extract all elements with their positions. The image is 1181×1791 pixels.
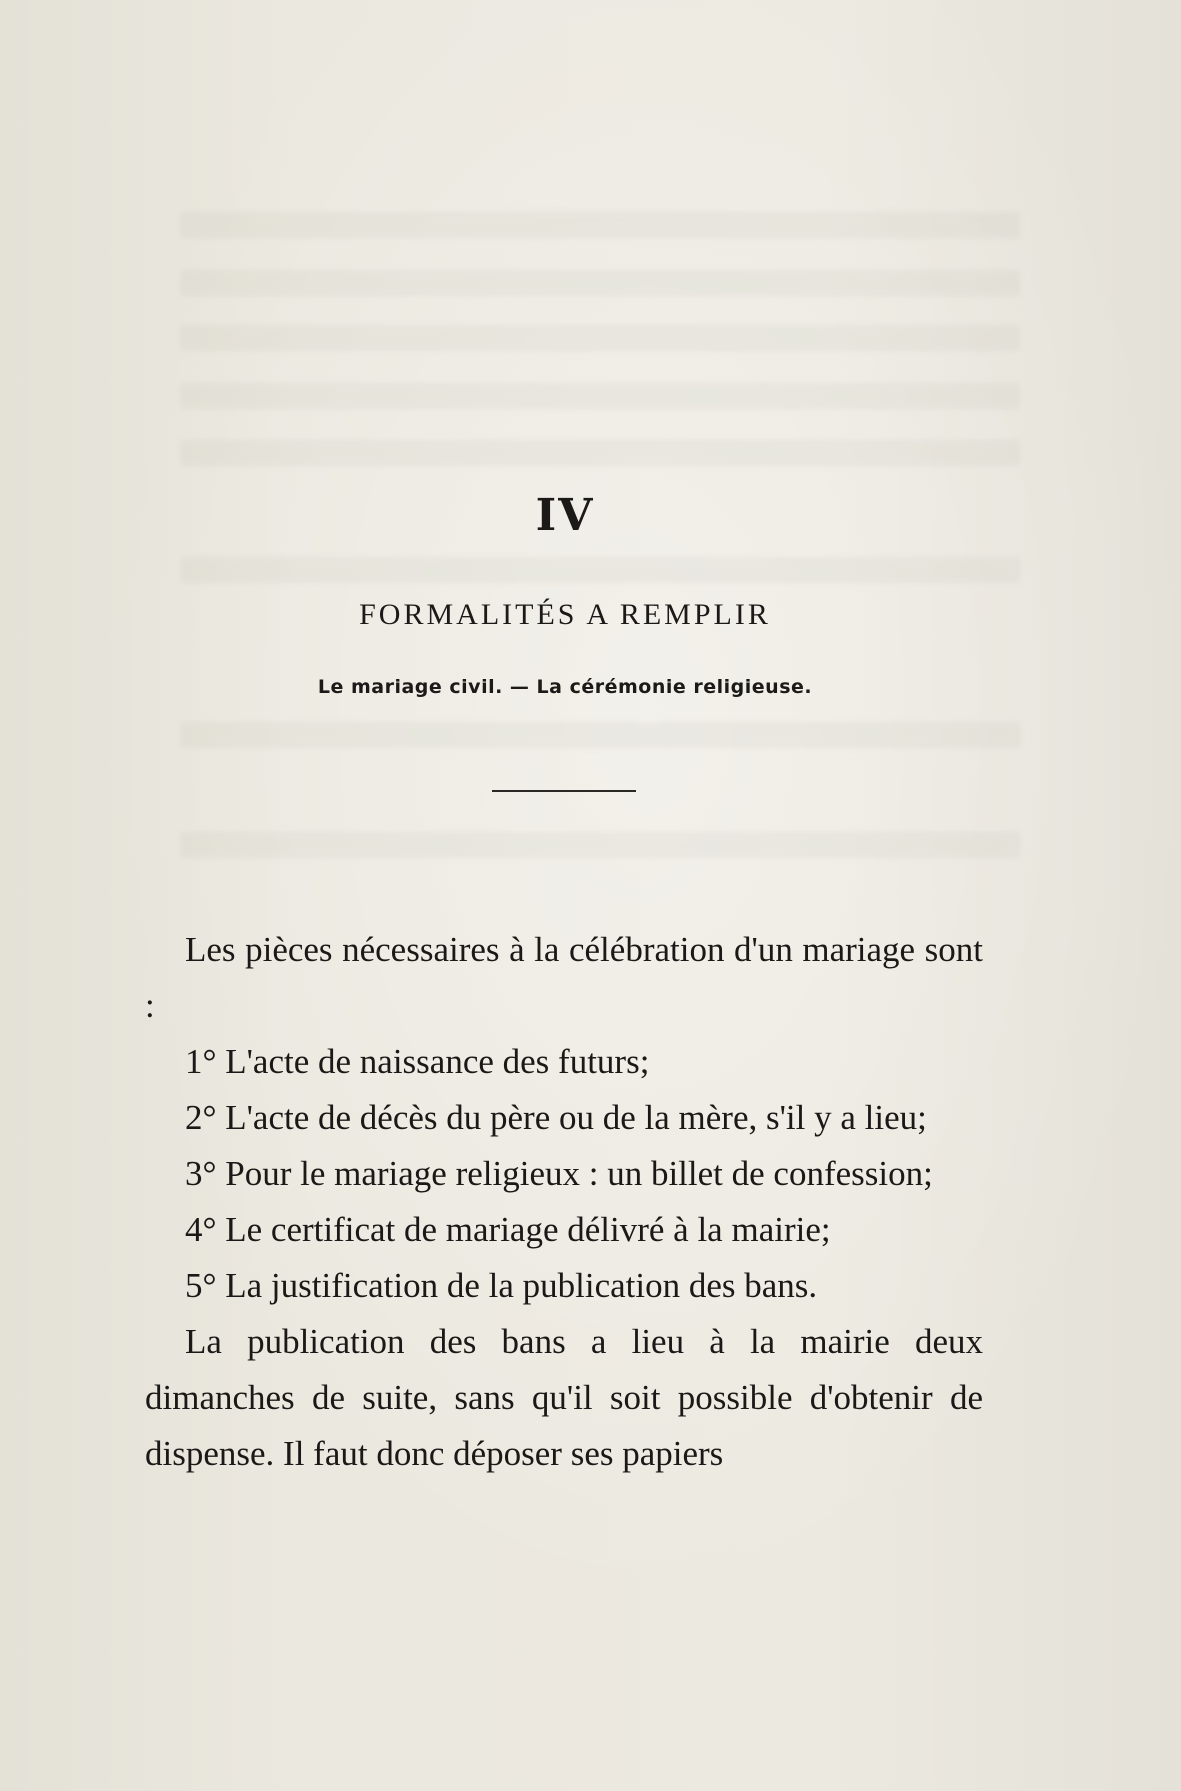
body-text xyxy=(145,922,983,1482)
bleed-through xyxy=(180,832,1020,858)
bleed-through xyxy=(180,557,1020,583)
list-item: 3° Pour le mariage religieux : un billet de confession; xyxy=(185,1154,933,1193)
bleed-through xyxy=(180,212,1020,238)
section-divider xyxy=(492,790,636,792)
bleed-through xyxy=(180,440,1020,466)
bleed-through xyxy=(180,270,1020,296)
bleed-through xyxy=(180,722,1020,748)
bleed-through xyxy=(180,383,1020,409)
list-item: 4° Le certificat de mariage délivré à la mairie; xyxy=(185,1210,831,1249)
intro-paragraph: Les pièces nécessaires à la célébration d'un mariage sont : xyxy=(145,930,983,1025)
list-item: 5° La justification de la publication des bans. xyxy=(185,1266,818,1305)
chapter-subtitle: Le mariage civil. — La cérémonie religieuse. xyxy=(317,676,813,698)
bleed-through xyxy=(180,325,1020,351)
list-item: 2° L'acte de décès du père ou de la mère, s'il y a lieu; xyxy=(185,1098,927,1137)
chapter-number: IV xyxy=(535,490,595,541)
chapter-title: FORMALITÉS A REMPLIR xyxy=(359,598,771,631)
closing-paragraph: La publication des bans a lieu à la mairie deux dimanches de suite, sans qu'il soit possible d'obtenir de dispense. Il faut donc déposer ses papiers xyxy=(145,1322,983,1473)
list-item: 1° L'acte de naissance des futurs; xyxy=(185,1042,650,1081)
